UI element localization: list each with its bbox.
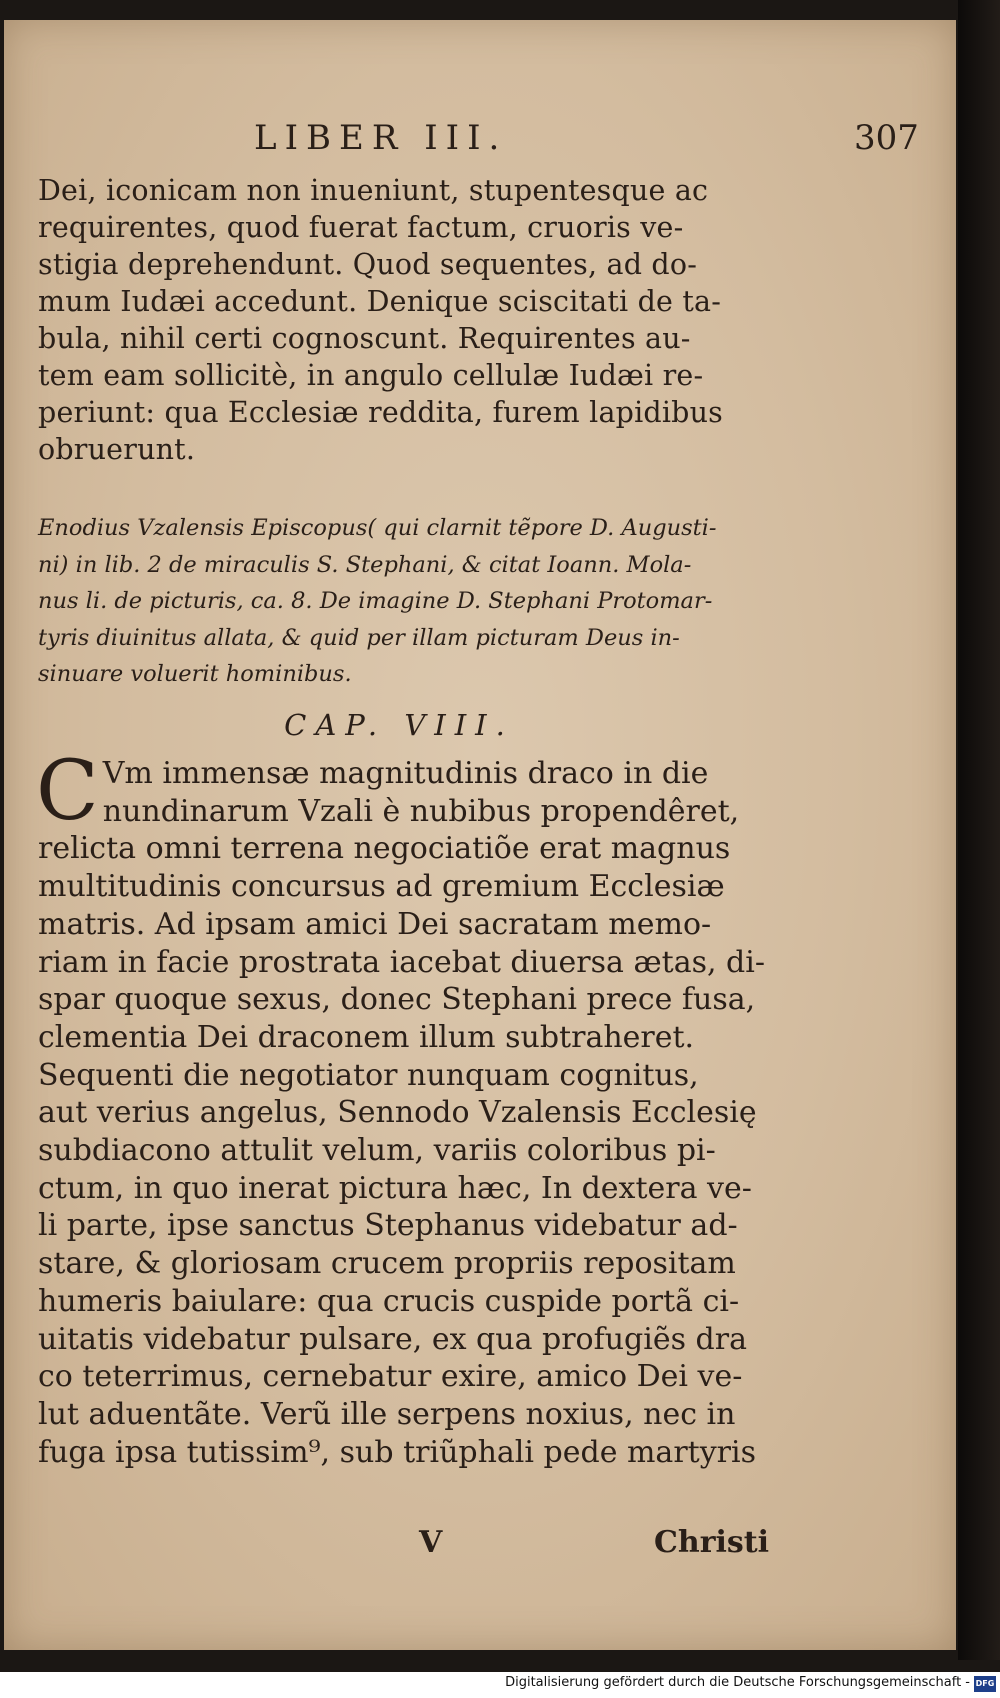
chapter-heading: CAP. VIII.: [284, 708, 514, 742]
dfg-logo-icon: DFG: [974, 1676, 996, 1692]
body-line: requirentes, quod fuerat factum, cruoris ve-: [38, 211, 684, 244]
chapter-line: aut verius angelus, Sennodo Vzalensis Ecclesię: [38, 1095, 757, 1131]
catchword-row: [4, 1525, 794, 1565]
chapter-line: humeris baiulare: qua crucis cuspide portã ci-: [38, 1283, 740, 1319]
chapter-line: uitatis videbatur pulsare, ex qua profugiẽs dra: [38, 1321, 747, 1357]
body-line: periunt: qua Ecclesiæ reddita, furem lapidibus: [38, 396, 724, 429]
footer-bar: [0, 1672, 1000, 1698]
catchword: Christi: [654, 1525, 770, 1560]
chapter-line: li parte, ipse sanctus Stephanus videbatur ad-: [38, 1208, 738, 1244]
body-text: [38, 172, 768, 468]
funding-credit: Digitalisierung gefördert durch die Deutsche Forschungsgemeinschaft -: [505, 1675, 970, 1690]
chapter-line: co teterrimus, cernebatur exire, amico Dei ve-: [38, 1359, 743, 1395]
body-line: bula, nihil certi cognoscunt. Requirentes au-: [38, 322, 691, 355]
note-line: ni) in lib. 2 de miraculis S. Stephani, & citat Ioann. Mola-: [38, 551, 692, 578]
chapter-line: Vm immensæ magnitudinis draco in die: [102, 756, 709, 791]
book-page: [4, 20, 956, 1650]
chapter-line: spar quoque sexus, donec Stephani prece fusa,: [38, 982, 756, 1018]
chapter-line: stare, & gloriosam crucem propriis repositam: [38, 1246, 736, 1282]
chapter-line: lut aduentãte. Verũ ille serpens noxius, nec in: [38, 1396, 736, 1432]
body-line: Dei, iconicam non inueniunt, stupentesque ac: [38, 174, 709, 207]
chapter-text: [36, 744, 778, 1471]
running-head: LIBER III.: [254, 118, 508, 158]
note-line: tyris diuinitus allata, & quid per illam picturam Deus in-: [38, 624, 680, 651]
chapter-line: nundinarum Vzali è nubibus propendêret,: [102, 793, 740, 829]
note-line: sinuare voluerit hominibus.: [38, 661, 352, 687]
chapter-line: relicta omni terrena negociatiõe erat magnus: [38, 831, 731, 867]
page-number: 307: [854, 118, 919, 158]
chapter-line: clementia Dei draconem illum subtraheret.: [38, 1019, 695, 1055]
body-line: tem eam sollicitè, in angulo cellulæ Iudæi re-: [38, 359, 704, 392]
chapter-summary-note: [38, 510, 768, 693]
chapter-line: multitudinis concursus ad gremium Ecclesiæ: [38, 869, 725, 905]
scan-border: [958, 0, 1000, 1660]
chapter-line: matris. Ad ipsam amici Dei sacratam memo-: [38, 906, 712, 942]
signature-mark: V: [419, 1525, 443, 1560]
body-line: stigia deprehendunt. Quod sequentes, ad do-: [38, 248, 698, 281]
chapter-line: subdiacono attulit velum, variis coloribus pi-: [38, 1133, 716, 1169]
chapter-line: Sequenti die negotiator nunquam cognitus,: [38, 1057, 699, 1093]
body-line: obruerunt.: [38, 433, 196, 466]
chapter-line: riam in facie prostrata iacebat diuersa ætas, di-: [38, 944, 765, 980]
note-line: Enodius Vzalensis Episcopus( qui clarnit tẽpore D. Augusti-: [38, 515, 717, 541]
drop-cap: C: [36, 744, 99, 839]
chapter-line: ctum, in quo inerat pictura hæc, In dextera ve-: [38, 1170, 752, 1206]
chapter-line: fuga ipsa tutissim⁹, sub triũphali pede martyris: [38, 1434, 756, 1470]
note-line: nus li. de picturis, ca. 8. De imagine D. Stephani Protomar-: [38, 588, 713, 614]
body-line: mum Iudæi accedunt. Denique sciscitati de ta-: [38, 285, 722, 318]
